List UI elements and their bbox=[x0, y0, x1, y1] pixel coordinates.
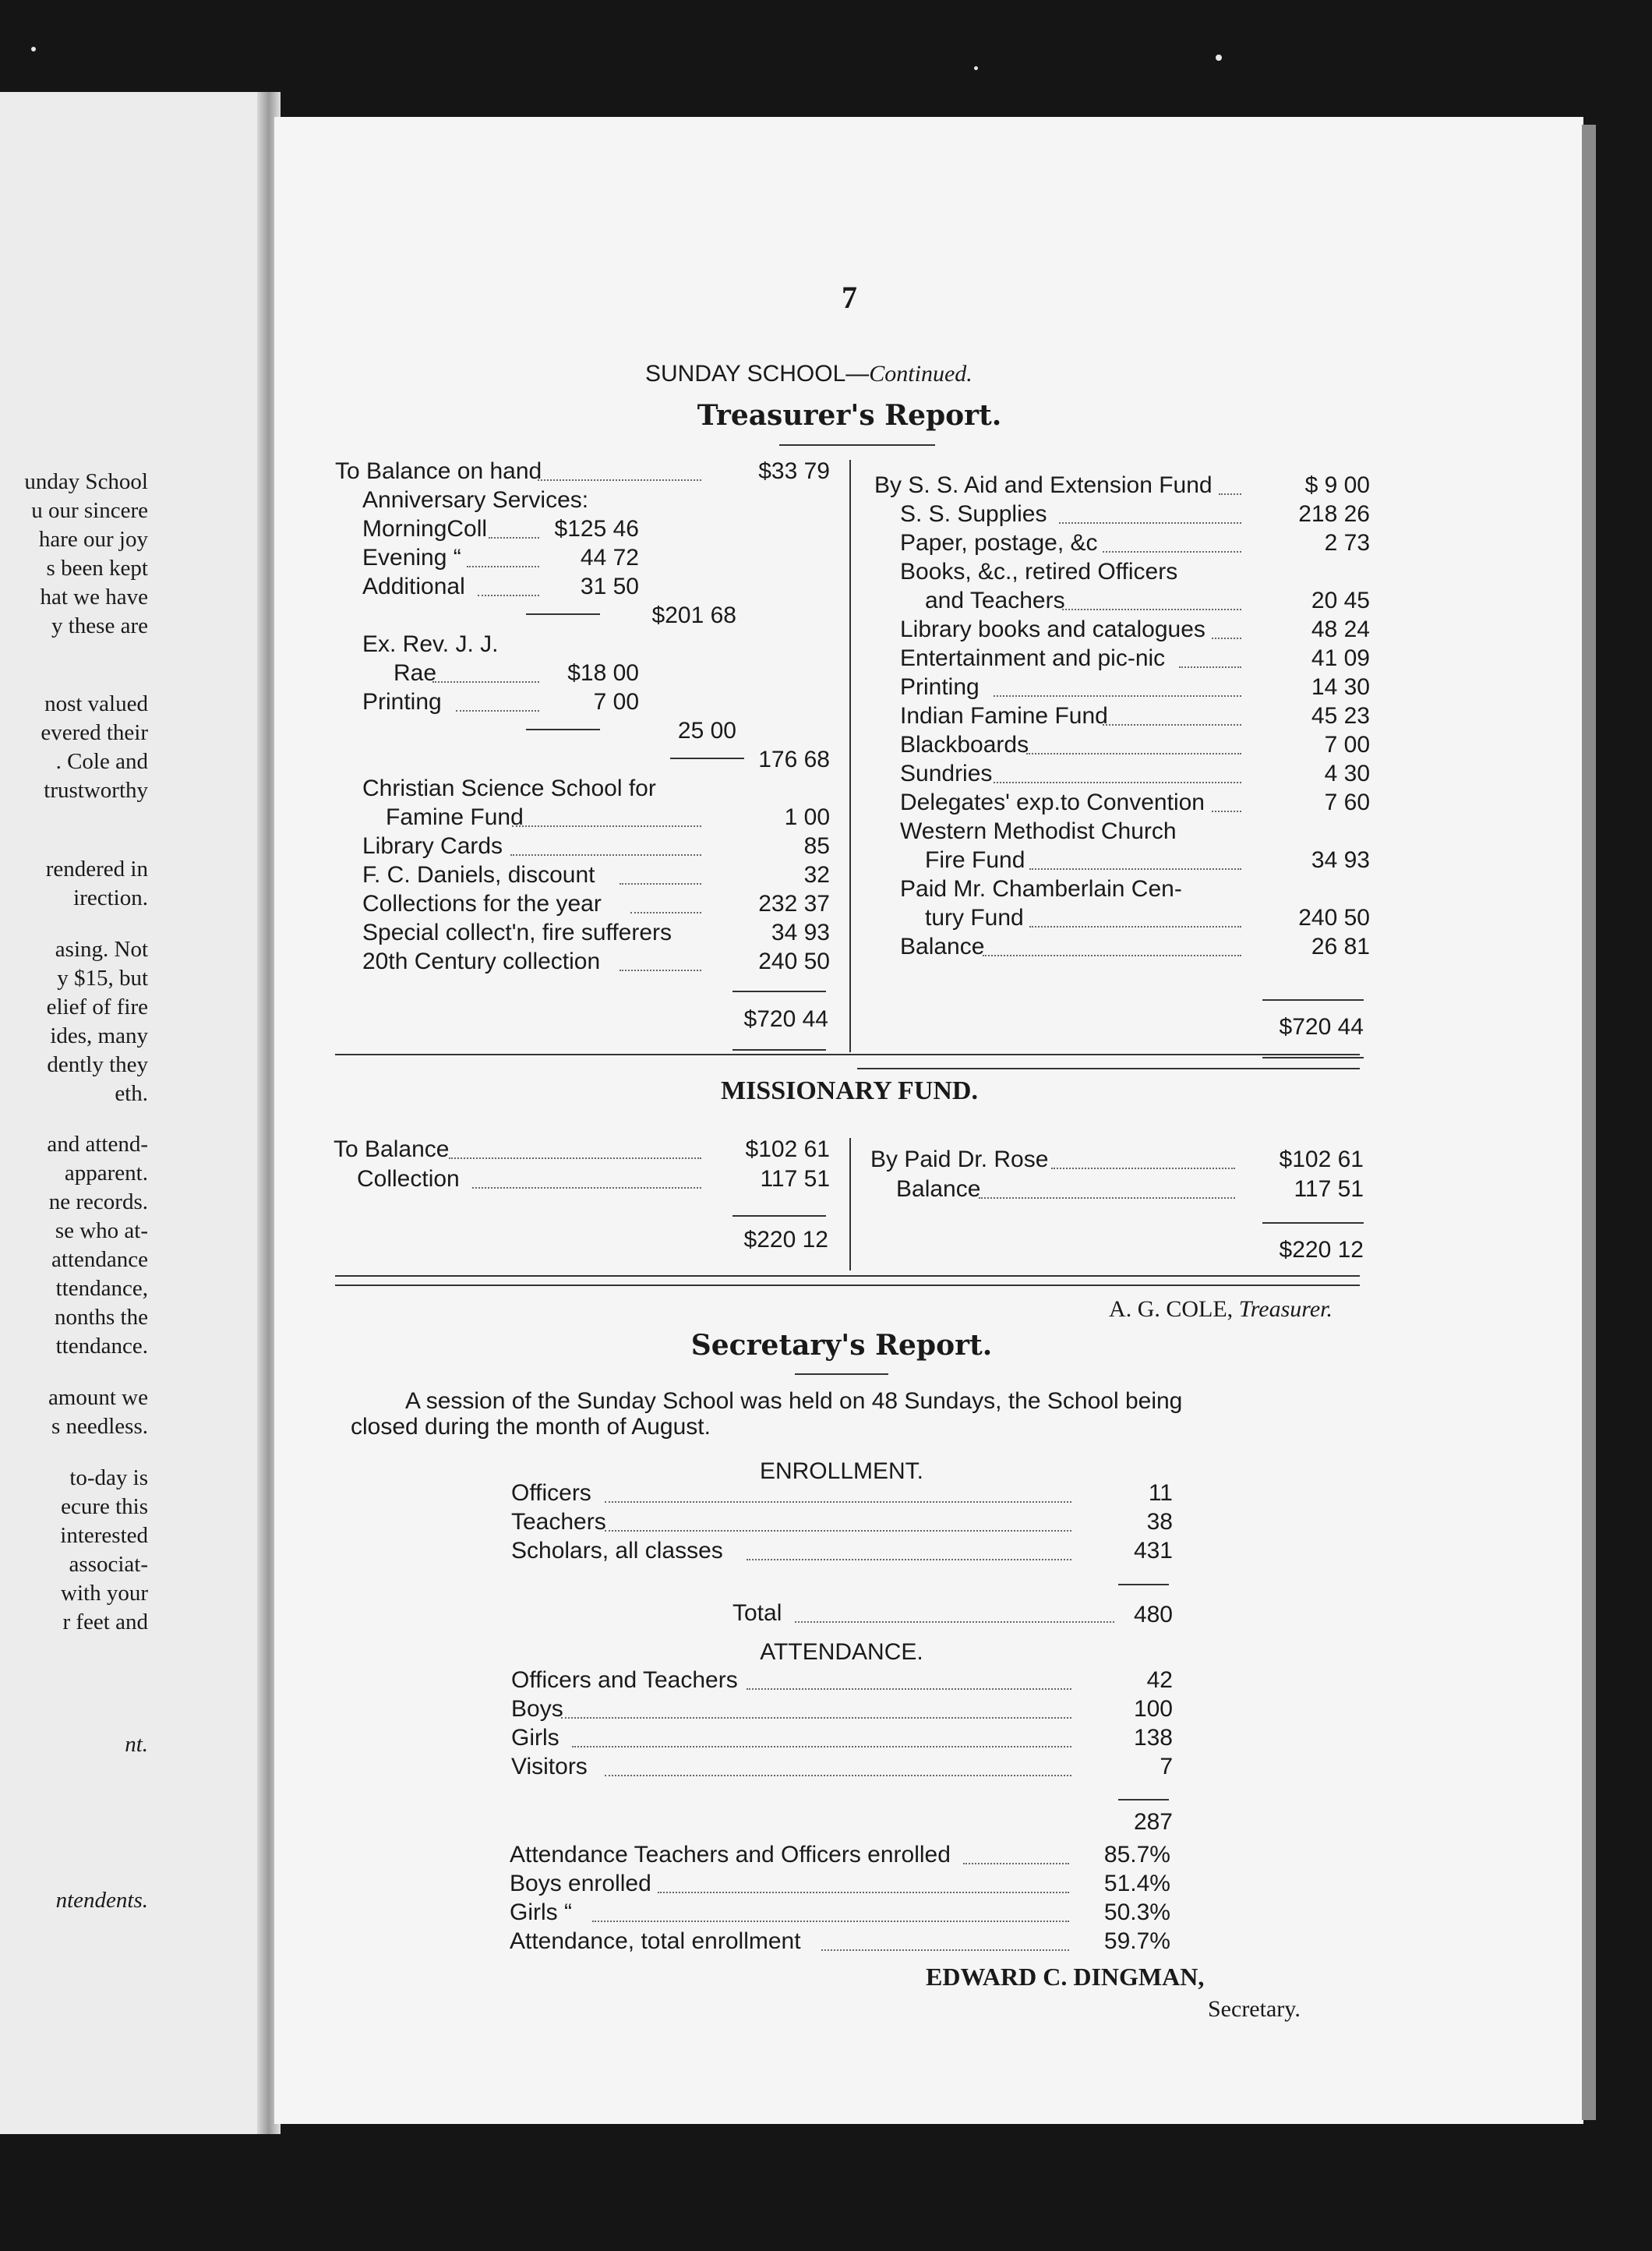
missionary-fund-title: MISSIONARY FUND. bbox=[720, 1076, 978, 1105]
ledger-label: Indian Famine Fund bbox=[900, 703, 1108, 729]
left-page-fragment: nost valued bbox=[44, 691, 148, 716]
ledger-amount: 240 50 bbox=[1298, 905, 1370, 931]
leader-dots bbox=[620, 970, 701, 971]
leader-dots bbox=[1029, 926, 1241, 928]
leader-dots bbox=[538, 479, 701, 481]
leader-dots bbox=[467, 566, 539, 567]
ledger-label: Printing bbox=[362, 689, 442, 715]
ledger-amount: $102 61 bbox=[1279, 1147, 1364, 1172]
left-page-fragment: unday School bbox=[24, 469, 148, 494]
ledger-amount: 85 bbox=[803, 833, 830, 859]
leader-dots bbox=[963, 1863, 1069, 1864]
ledger-label: Collection bbox=[357, 1166, 460, 1192]
ledger-label: Western Methodist Church bbox=[900, 818, 1177, 844]
stat-label: Girls “ bbox=[510, 1899, 572, 1925]
left-page-fragment: hare our joy bbox=[38, 527, 148, 552]
left-page-fragment: attendance bbox=[51, 1247, 148, 1272]
left-page-fragment: associat- bbox=[69, 1552, 148, 1577]
column-divider bbox=[849, 460, 851, 1052]
leader-dots bbox=[1026, 753, 1241, 754]
left-page-fragment: apparent. bbox=[64, 1161, 148, 1186]
leader-dots bbox=[510, 854, 701, 856]
leader-dots bbox=[456, 710, 539, 712]
left-page-fragment: with your bbox=[61, 1581, 148, 1606]
ledger-amount: 7 60 bbox=[1324, 790, 1370, 815]
leader-dots bbox=[572, 1746, 1071, 1747]
ledger-label: Additional bbox=[362, 574, 465, 599]
ledger-label: Sundries bbox=[900, 761, 993, 786]
left-page-fragment: irection. bbox=[73, 885, 148, 910]
ledger-amount: 32 bbox=[803, 862, 830, 888]
left-page-fragment: asing. Not bbox=[55, 937, 148, 962]
left-page-fragment: . Cole and bbox=[55, 749, 148, 774]
stat-label: Scholars, all classes bbox=[511, 1538, 723, 1564]
total-label: Total bbox=[732, 1600, 782, 1626]
stat-label: Attendance, total enrollment bbox=[510, 1928, 801, 1954]
left-page-fragment: and attend- bbox=[47, 1132, 148, 1157]
ledger-amount: $ 9 00 bbox=[1304, 472, 1370, 498]
ledger-subamount: 7 00 bbox=[593, 689, 639, 715]
leader-dots bbox=[449, 1157, 701, 1159]
ledger-label: 20th Century collection bbox=[362, 949, 601, 974]
ledger-label: Collections for the year bbox=[362, 891, 602, 917]
ledger-label: Balance bbox=[896, 1176, 981, 1202]
section-rule bbox=[857, 1068, 1360, 1069]
left-page-fragment: eth. bbox=[115, 1081, 148, 1106]
leader-dots bbox=[747, 1688, 1071, 1690]
page-number: 7 bbox=[842, 280, 857, 315]
missionary-credit-total: $220 12 bbox=[1279, 1237, 1364, 1263]
leader-dots bbox=[1103, 724, 1241, 726]
total-double-rule bbox=[1262, 1057, 1364, 1058]
stat-value: 11 bbox=[1148, 1480, 1173, 1506]
stat-value: 431 bbox=[1133, 1538, 1173, 1564]
left-page-fragment: s been kept bbox=[46, 556, 148, 581]
left-page-fragment: hat we have bbox=[40, 585, 148, 610]
ledger-amount: 7 00 bbox=[1324, 732, 1370, 758]
ledger-label: Famine Fund bbox=[386, 804, 524, 830]
left-page-fragment: y these are bbox=[51, 613, 148, 638]
leader-dots bbox=[472, 1187, 701, 1189]
left-page bbox=[0, 92, 269, 2134]
leader-dots bbox=[630, 912, 701, 913]
leader-dots bbox=[489, 537, 539, 539]
stat-label: Teachers bbox=[511, 1509, 606, 1535]
leader-dots bbox=[1212, 638, 1241, 639]
page-edge bbox=[1582, 125, 1596, 2120]
ledger-amount: 240 50 bbox=[758, 949, 830, 974]
ledger-label: To Balance on hand bbox=[335, 458, 542, 484]
sub-rule bbox=[526, 613, 600, 615]
stat-value: 38 bbox=[1146, 1509, 1173, 1535]
ledger-amount: 1 00 bbox=[784, 804, 830, 830]
leader-dots bbox=[994, 782, 1241, 783]
ledger-label: Entertainment and pic-nic bbox=[900, 645, 1166, 671]
leader-dots bbox=[658, 1892, 1069, 1893]
leader-dots bbox=[979, 1197, 1235, 1199]
ledger-label: Blackboards bbox=[900, 732, 1029, 758]
ledger-label: By S. S. Aid and Extension Fund bbox=[874, 472, 1213, 498]
sub-rule bbox=[526, 729, 600, 730]
leader-dots bbox=[1059, 522, 1241, 524]
total-rule bbox=[1262, 999, 1364, 1001]
left-page-fragment: dently they bbox=[47, 1052, 148, 1077]
ledger-label: F. C. Daniels, discount bbox=[362, 862, 595, 888]
left-page-fragment: r feet and bbox=[62, 1610, 148, 1634]
stat-label: Girls bbox=[511, 1725, 559, 1751]
left-page-fragment: nt. bbox=[125, 1732, 148, 1757]
leader-dots bbox=[1062, 609, 1241, 610]
dust-speck bbox=[1216, 55, 1222, 61]
leader-dots bbox=[983, 955, 1241, 956]
leader-dots bbox=[1219, 493, 1241, 495]
section-rule bbox=[335, 1054, 1360, 1055]
dust-speck bbox=[974, 66, 978, 70]
stat-label: Boys enrolled bbox=[510, 1871, 651, 1896]
section-rule bbox=[335, 1275, 1360, 1277]
leader-dots bbox=[432, 681, 539, 683]
leader-dots bbox=[561, 1717, 1071, 1719]
left-page-fragment: ntendents. bbox=[55, 1888, 148, 1913]
total-rule bbox=[1118, 1584, 1169, 1585]
leader-dots bbox=[1051, 1168, 1235, 1169]
ledger-label: Rae bbox=[394, 660, 437, 686]
leader-dots bbox=[478, 595, 539, 596]
left-page-fragment: elief of fire bbox=[46, 995, 148, 1019]
stat-value: 7 bbox=[1160, 1754, 1173, 1779]
ledger-subamount: 44 72 bbox=[580, 545, 639, 571]
left-page-fragment: trustworthy bbox=[44, 778, 148, 803]
secretary-intro-line-2: closed during the month of August. bbox=[351, 1414, 711, 1440]
ledger-amount: 232 37 bbox=[758, 891, 830, 917]
ledger-subamount: $125 46 bbox=[554, 516, 639, 542]
column-divider bbox=[849, 1138, 851, 1270]
left-page-fragment: ides, many bbox=[50, 1023, 148, 1048]
leader-dots bbox=[605, 1775, 1071, 1776]
ledger-label: Balance bbox=[900, 934, 985, 959]
leader-dots bbox=[1029, 868, 1241, 870]
ledger-label: Special collect'n, fire sufferers bbox=[362, 920, 672, 945]
stat-label: Boys bbox=[511, 1696, 563, 1722]
leader-dots bbox=[605, 1530, 1071, 1532]
ledger-label: To Balance bbox=[334, 1136, 450, 1162]
total-value: 480 bbox=[1133, 1602, 1173, 1627]
left-page-fragment: y $15, but bbox=[57, 966, 148, 991]
left-page-fragment: u our sincere bbox=[31, 498, 148, 523]
ledger-amount: 34 93 bbox=[771, 920, 830, 945]
ledger-label: and Teachers bbox=[925, 588, 1065, 613]
stat-label: Attendance Teachers and Officers enrolled bbox=[510, 1842, 951, 1868]
ledger-label: By Paid Dr. Rose bbox=[870, 1147, 1049, 1172]
ledger-subtotal: $201 68 bbox=[651, 603, 736, 628]
ledger-amount: $102 61 bbox=[745, 1136, 830, 1162]
left-page-fragment: evered their bbox=[41, 720, 148, 745]
leader-dots bbox=[512, 825, 701, 827]
ledger-amount: 176 68 bbox=[758, 747, 830, 772]
section-heading: SUNDAY SCHOOL—Continued. bbox=[645, 361, 972, 387]
stat-value: 42 bbox=[1146, 1667, 1173, 1693]
ledger-subamount: 31 50 bbox=[580, 574, 639, 599]
left-page-fragment: interested bbox=[60, 1523, 148, 1548]
left-page-fragment: ttendance. bbox=[55, 1334, 148, 1359]
left-page-fragment: s needless. bbox=[51, 1414, 148, 1439]
left-page-fragment: ne records. bbox=[48, 1189, 148, 1214]
total-rule bbox=[1262, 1222, 1364, 1224]
left-page-fragment: to-day is bbox=[69, 1465, 148, 1490]
dust-speck bbox=[31, 47, 36, 51]
total-rule bbox=[732, 1215, 826, 1217]
treasurer-signature: A. G. COLE, Treasurer. bbox=[1109, 1296, 1333, 1322]
left-page-fragment: nonths the bbox=[54, 1305, 148, 1330]
leader-dots bbox=[1212, 811, 1241, 812]
total-rule bbox=[732, 991, 826, 992]
ledger-amount: 2 73 bbox=[1324, 530, 1370, 556]
title-rule bbox=[779, 444, 935, 446]
leader-dots bbox=[1179, 666, 1241, 668]
ledger-label: Paid Mr. Chamberlain Cen- bbox=[900, 876, 1182, 902]
ledger-amount: 117 51 bbox=[760, 1166, 830, 1192]
ledger-label: Printing bbox=[900, 674, 980, 700]
total-double-rule bbox=[732, 1049, 826, 1051]
ledger-label: S. S. Supplies bbox=[900, 501, 1047, 527]
ledger-label: Anniversary Services: bbox=[362, 487, 589, 513]
treasurer-debit-total: $720 44 bbox=[743, 1006, 828, 1032]
ledger-subamount: $18 00 bbox=[567, 660, 639, 686]
ledger-label: Library Cards bbox=[362, 833, 503, 859]
stat-label: Officers bbox=[511, 1480, 591, 1506]
left-page-fragment: ttendance, bbox=[55, 1276, 148, 1301]
stat-value: 138 bbox=[1133, 1725, 1173, 1751]
sub-rule bbox=[670, 758, 744, 759]
ledger-amount: 14 30 bbox=[1311, 674, 1370, 700]
enrollment-heading: ENROLLMENT. bbox=[759, 1458, 924, 1484]
treasurer-credit-total: $720 44 bbox=[1279, 1014, 1364, 1040]
ledger-label: Paper, postage, &c bbox=[900, 530, 1098, 556]
secretary-name: EDWARD C. DINGMAN, bbox=[926, 1963, 1205, 1991]
ledger-label: Ex. Rev. J. J. bbox=[362, 631, 499, 657]
ledger-amount: 45 23 bbox=[1311, 703, 1370, 729]
ledger-amount: 26 81 bbox=[1311, 934, 1370, 959]
stat-value: 51.4% bbox=[1103, 1871, 1170, 1896]
ledger-label: Fire Fund bbox=[925, 847, 1025, 873]
leader-dots bbox=[994, 695, 1241, 697]
leader-dots bbox=[1103, 551, 1241, 553]
total-rule bbox=[1118, 1799, 1169, 1800]
leader-dots bbox=[795, 1621, 1114, 1623]
left-page-fragment: amount we bbox=[48, 1385, 148, 1410]
stat-value: 50.3% bbox=[1103, 1899, 1170, 1925]
ledger-label: MorningColl bbox=[362, 516, 488, 542]
ledger-label: Delegates' exp.to Convention bbox=[900, 790, 1205, 815]
leader-dots bbox=[747, 1559, 1071, 1560]
ledger-label: tury Fund bbox=[925, 905, 1024, 931]
stat-value: 59.7% bbox=[1103, 1928, 1170, 1954]
secretary-intro-line-1: A session of the Sunday School was held on 48 Sundays, the School being bbox=[405, 1388, 1183, 1414]
stat-value: 85.7% bbox=[1103, 1842, 1170, 1868]
left-page-fragment: ecure this bbox=[61, 1494, 148, 1519]
secretary-role: Secretary. bbox=[1208, 1996, 1301, 2022]
ledger-amount: $33 79 bbox=[758, 458, 830, 484]
stat-label: Visitors bbox=[511, 1754, 588, 1779]
ledger-amount: 218 26 bbox=[1298, 501, 1370, 527]
left-page-fragment: rendered in bbox=[45, 857, 148, 882]
ledger-subtotal: 25 00 bbox=[677, 718, 736, 744]
ledger-amount: 117 51 bbox=[1294, 1176, 1364, 1202]
ledger-label: Christian Science School for bbox=[362, 776, 656, 801]
attendance-total: 287 bbox=[1133, 1809, 1173, 1835]
ledger-label: Evening “ bbox=[362, 545, 461, 571]
leader-dots bbox=[605, 1501, 1071, 1503]
stat-label: Officers and Teachers bbox=[511, 1667, 738, 1693]
leader-dots bbox=[620, 883, 701, 885]
ledger-label: Library books and catalogues bbox=[900, 617, 1205, 642]
stat-value: 100 bbox=[1133, 1696, 1173, 1722]
ledger-amount: 20 45 bbox=[1311, 588, 1370, 613]
ledger-amount: 41 09 bbox=[1311, 645, 1370, 671]
title-rule bbox=[795, 1373, 888, 1375]
ledger-amount: 48 24 bbox=[1311, 617, 1370, 642]
ledger-amount: 4 30 bbox=[1324, 761, 1370, 786]
leader-dots bbox=[592, 1921, 1069, 1922]
treasurer-report-title: Treasurer's Report. bbox=[697, 399, 1002, 432]
secretary-report-title: Secretary's Report. bbox=[690, 1329, 993, 1362]
ledger-label: Books, &c., retired Officers bbox=[900, 559, 1178, 585]
missionary-debit-total: $220 12 bbox=[743, 1227, 828, 1253]
section-rule bbox=[335, 1285, 1360, 1286]
attendance-heading: ATTENDANCE. bbox=[760, 1639, 923, 1665]
left-page-fragment: se who at- bbox=[55, 1218, 148, 1243]
ledger-amount: 34 93 bbox=[1311, 847, 1370, 873]
leader-dots bbox=[821, 1949, 1069, 1951]
